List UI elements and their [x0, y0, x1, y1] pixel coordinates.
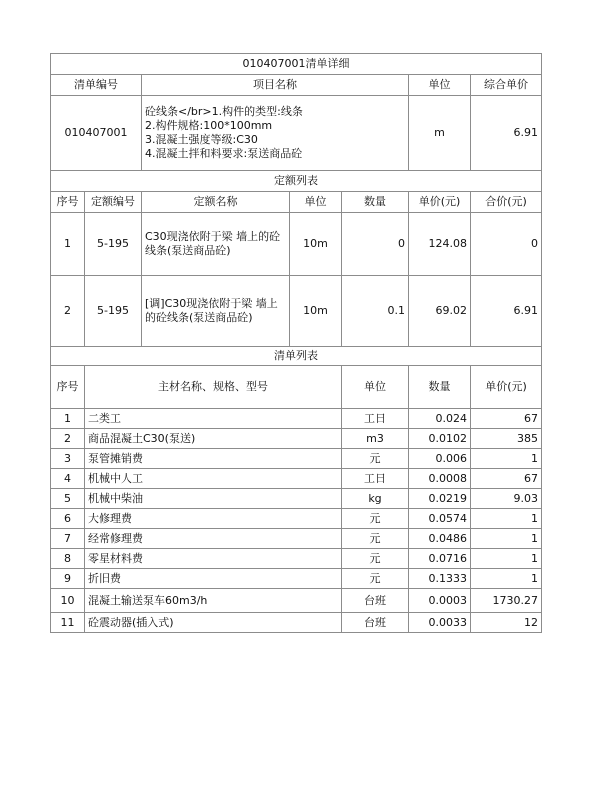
material-name: 二类工: [85, 409, 342, 429]
item-desc-line: 3.混凝土强度等级:C30: [145, 133, 258, 146]
material-row: [51, 589, 542, 613]
material-unit: 工日: [342, 409, 409, 429]
item-desc-line: 砼线条</br>1.构件的类型:线条: [145, 105, 303, 118]
material-qty: 0.0486: [409, 529, 471, 549]
material-row: [51, 469, 542, 489]
quota-price: 124.08: [409, 213, 471, 276]
quota-col-price: 单价(元): [409, 192, 471, 213]
material-price: 9.03: [471, 489, 542, 509]
material-no: 6: [51, 509, 85, 529]
material-qty: 0.006: [409, 449, 471, 469]
materials-col-qty: 数量: [409, 366, 471, 409]
material-name: 泵管摊销费: [85, 449, 342, 469]
header-code: 清单编号: [51, 75, 142, 96]
material-qty: 0.0574: [409, 509, 471, 529]
material-price: 1: [471, 549, 542, 569]
material-no: 2: [51, 429, 85, 449]
material-no: 10: [51, 589, 85, 613]
quota-unit: 10m: [290, 213, 342, 276]
material-qty: 0.0033: [409, 613, 471, 633]
materials-col-price: 单价(元): [471, 366, 542, 409]
material-qty: 0.0003: [409, 589, 471, 613]
material-price: 1: [471, 509, 542, 529]
quota-total: 0: [471, 213, 542, 276]
quota-price: 69.02: [409, 276, 471, 347]
quota-qty: 0.1: [342, 276, 409, 347]
quota-code: 5-195: [85, 276, 142, 347]
material-no: 9: [51, 569, 85, 589]
quota-col-name: 定额名称: [142, 192, 290, 213]
material-name: 商品混凝土C30(泵送): [85, 429, 342, 449]
table-title: 010407001清单详细: [51, 54, 542, 75]
material-no: 5: [51, 489, 85, 509]
material-qty: 0.0008: [409, 469, 471, 489]
quota-col-code: 定额编号: [85, 192, 142, 213]
material-price: 1: [471, 449, 542, 469]
materials-col-no: 序号: [51, 366, 85, 409]
material-row: [51, 549, 542, 569]
materials-col-unit: 单位: [342, 366, 409, 409]
quota-row: [51, 276, 542, 347]
material-no: 11: [51, 613, 85, 633]
materials-col-name: 主材名称、规格、型号: [85, 366, 342, 409]
header-name: 项目名称: [142, 75, 409, 96]
item-code: 010407001: [51, 96, 142, 171]
material-unit: 元: [342, 449, 409, 469]
material-no: 7: [51, 529, 85, 549]
quota-qty: 0: [342, 213, 409, 276]
material-unit: kg: [342, 489, 409, 509]
material-price: 1: [471, 569, 542, 589]
item-desc-line: 4.混凝土拌和料要求:泵送商品砼: [145, 147, 303, 160]
material-qty: 0.0219: [409, 489, 471, 509]
header-price: 综合单价: [471, 75, 542, 96]
item-description: [142, 96, 409, 171]
material-unit: 元: [342, 569, 409, 589]
material-no: 1: [51, 409, 85, 429]
item-price: 6.91: [471, 96, 542, 171]
material-row: [51, 509, 542, 529]
quota-section-title: 定额列表: [51, 171, 542, 192]
quota-no: 2: [51, 276, 85, 347]
material-price: 385: [471, 429, 542, 449]
quota-code: 5-195: [85, 213, 142, 276]
quota-col-qty: 数量: [342, 192, 409, 213]
item-desc-line: 2.构件规格:100*100mm: [145, 119, 273, 132]
material-row: [51, 449, 542, 469]
bill-detail-table: [50, 53, 542, 633]
material-qty: 0.0716: [409, 549, 471, 569]
material-qty: 0.024: [409, 409, 471, 429]
material-name: 砼震动器(插入式): [85, 613, 342, 633]
material-price: 1: [471, 529, 542, 549]
quota-row: [51, 213, 542, 276]
material-unit: 台班: [342, 613, 409, 633]
material-name: 大修理费: [85, 509, 342, 529]
material-no: 3: [51, 449, 85, 469]
materials-section-title: 清单列表: [51, 347, 542, 366]
material-unit: 元: [342, 549, 409, 569]
quota-unit: 10m: [290, 276, 342, 347]
quota-name: C30现浇依附于梁 墙上的砼线条(泵送商品砼): [142, 213, 290, 276]
header-unit: 单位: [409, 75, 471, 96]
item-unit: m: [409, 96, 471, 171]
material-no: 8: [51, 549, 85, 569]
material-row: [51, 569, 542, 589]
material-name: 机械中人工: [85, 469, 342, 489]
material-row: [51, 489, 542, 509]
quota-no: 1: [51, 213, 85, 276]
material-unit: m3: [342, 429, 409, 449]
material-no: 4: [51, 469, 85, 489]
material-price: 12: [471, 613, 542, 633]
quota-col-total: 合价(元): [471, 192, 542, 213]
material-qty: 0.0102: [409, 429, 471, 449]
material-name: 混凝土输送泵车60m3/h: [85, 589, 342, 613]
material-name: 机械中柴油: [85, 489, 342, 509]
material-row: [51, 409, 542, 429]
material-unit: 元: [342, 529, 409, 549]
quota-name: [调]C30现浇依附于梁 墙上的砼线条(泵送商品砼): [142, 276, 290, 347]
quota-total: 6.91: [471, 276, 542, 347]
material-unit: 元: [342, 509, 409, 529]
material-price: 67: [471, 409, 542, 429]
material-name: 折旧费: [85, 569, 342, 589]
material-price: 67: [471, 469, 542, 489]
material-row: [51, 613, 542, 633]
material-row: [51, 429, 542, 449]
quota-col-unit: 单位: [290, 192, 342, 213]
material-price: 1730.27: [471, 589, 542, 613]
material-row: [51, 529, 542, 549]
material-name: 经常修理费: [85, 529, 342, 549]
material-unit: 台班: [342, 589, 409, 613]
material-qty: 0.1333: [409, 569, 471, 589]
quota-col-no: 序号: [51, 192, 85, 213]
material-name: 零星材料费: [85, 549, 342, 569]
material-unit: 工日: [342, 469, 409, 489]
